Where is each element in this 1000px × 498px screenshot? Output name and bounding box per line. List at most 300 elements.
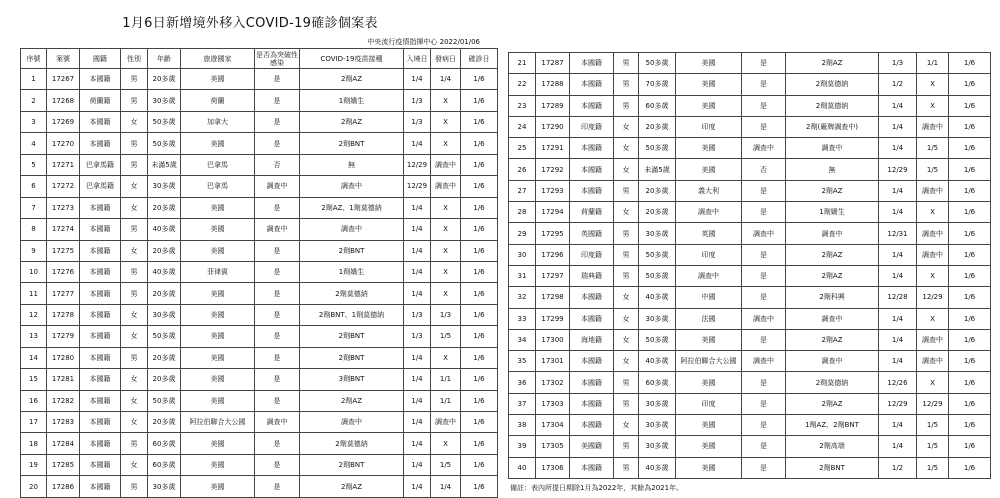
cell-onset-date: 1/5 (917, 415, 949, 436)
table-row (21, 454, 498, 475)
cell-breakthrough: 是 (255, 133, 300, 154)
cell-breakthrough: 是 (742, 95, 786, 116)
cell-entry-date: 1/4 (879, 351, 917, 372)
table-row (21, 197, 498, 218)
cell-seq: 21 (509, 53, 536, 74)
cell-nationality: 本國籍 (80, 240, 121, 261)
cell-age: 20多歲 (148, 347, 181, 368)
cell-travel-country: 美國 (181, 283, 255, 304)
cell-nationality: 本國籍 (80, 261, 121, 282)
cell-nationality: 本國籍 (570, 95, 614, 116)
cell-case-no: 17290 (536, 116, 570, 137)
cell-entry-date: 1/4 (879, 244, 917, 265)
cell-age: 30多歲 (148, 176, 181, 197)
cell-seq: 23 (509, 95, 536, 116)
cell-case-no: 17298 (536, 287, 570, 308)
cell-case-no: 17270 (47, 133, 80, 154)
cell-entry-date: 1/2 (879, 74, 917, 95)
cell-onset-date: 1/4 (431, 476, 461, 497)
cell-seq: 30 (509, 244, 536, 265)
cell-entry-date: 1/4 (404, 369, 431, 390)
cell-entry-date: 1/3 (404, 326, 431, 347)
cell-travel-country: 美國 (181, 326, 255, 347)
cell-age: 20多歲 (148, 412, 181, 433)
header-age: 年齡 (148, 49, 181, 69)
cell-gender: 女 (121, 412, 148, 433)
table-row (21, 283, 498, 304)
cell-gender: 女 (614, 138, 639, 159)
cell-breakthrough: 是 (255, 69, 300, 90)
cell-entry-date: 1/3 (404, 90, 431, 111)
table-row (509, 351, 991, 372)
cell-entry-date: 12/29 (879, 393, 917, 414)
cell-confirm-date: 1/6 (949, 372, 991, 393)
cell-entry-date: 1/4 (879, 415, 917, 436)
cell-vaccination: 2劑AZ (786, 53, 879, 74)
cell-seq: 26 (509, 159, 536, 180)
table-row (509, 372, 991, 393)
cell-onset-date: X (431, 261, 461, 282)
cell-nationality: 本國籍 (80, 133, 121, 154)
cell-confirm-date: 1/6 (949, 351, 991, 372)
cell-seq: 27 (509, 180, 536, 201)
cell-case-no: 17301 (536, 351, 570, 372)
cell-gender: 男 (614, 265, 639, 286)
cell-breakthrough: 是 (742, 265, 786, 286)
cell-case-no: 17274 (47, 219, 80, 240)
cell-breakthrough: 調查中 (255, 219, 300, 240)
cell-case-no: 17296 (536, 244, 570, 265)
header-case-no: 案號 (47, 49, 80, 69)
cell-seq: 25 (509, 138, 536, 159)
cell-confirm-date: 1/6 (461, 326, 498, 347)
cell-entry-date: 12/29 (879, 159, 917, 180)
cell-gender: 女 (121, 111, 148, 132)
cell-case-no: 17283 (47, 412, 80, 433)
cell-entry-date: 1/4 (404, 476, 431, 497)
cell-onset-date: X (917, 265, 949, 286)
cell-entry-date: 1/4 (404, 390, 431, 411)
cell-gender: 女 (614, 202, 639, 223)
cell-travel-country: 巴拿馬 (181, 154, 255, 175)
cell-breakthrough: 是 (255, 197, 300, 218)
cell-vaccination: 2劑BNT (300, 240, 404, 261)
cell-nationality: 荷蘭籍 (570, 202, 614, 223)
cell-vaccination: 2劑BNT (300, 347, 404, 368)
cell-breakthrough: 是 (742, 74, 786, 95)
cell-age: 60多歲 (639, 372, 676, 393)
case-table-left (20, 48, 498, 498)
cell-case-no: 17295 (536, 223, 570, 244)
cell-entry-date: 1/4 (879, 202, 917, 223)
cell-seq: 17 (21, 412, 47, 433)
cell-confirm-date: 1/6 (949, 265, 991, 286)
cell-vaccination: 調查中 (300, 219, 404, 240)
cell-gender: 男 (121, 433, 148, 454)
cell-case-no: 17267 (47, 69, 80, 90)
cell-entry-date: 12/31 (879, 223, 917, 244)
cell-gender: 男 (614, 372, 639, 393)
cell-travel-country: 加拿大 (181, 111, 255, 132)
footnote: 備註：表內所提日期除1月為2022年，其餘為2021年。 (510, 484, 684, 492)
cell-vaccination: 調查中 (300, 412, 404, 433)
cell-case-no: 17291 (536, 138, 570, 159)
cell-travel-country: 荷蘭 (181, 90, 255, 111)
cell-gender: 男 (121, 261, 148, 282)
cell-entry-date: 1/4 (404, 69, 431, 90)
cell-seq: 10 (21, 261, 47, 282)
cell-age: 30多歲 (639, 308, 676, 329)
cell-confirm-date: 1/6 (461, 240, 498, 261)
cell-nationality: 本國籍 (570, 138, 614, 159)
cell-age: 30多歲 (639, 223, 676, 244)
cell-case-no: 17305 (536, 436, 570, 457)
cell-case-no: 17268 (47, 90, 80, 111)
cell-onset-date: X (431, 219, 461, 240)
cell-seq: 8 (21, 219, 47, 240)
cell-gender: 女 (614, 351, 639, 372)
cell-entry-date: 12/28 (879, 287, 917, 308)
cell-vaccination: 1劑嬌生 (786, 202, 879, 223)
cell-entry-date: 1/4 (879, 138, 917, 159)
cell-case-no: 17280 (47, 347, 80, 368)
cell-breakthrough: 否 (255, 154, 300, 175)
cell-nationality: 本國籍 (570, 159, 614, 180)
cell-travel-country: 美國 (676, 74, 742, 95)
cell-breakthrough: 是 (742, 202, 786, 223)
cell-confirm-date: 1/6 (461, 261, 498, 282)
cell-breakthrough: 是 (742, 53, 786, 74)
cell-case-no: 17292 (536, 159, 570, 180)
cell-confirm-date: 1/6 (949, 393, 991, 414)
cell-breakthrough: 是 (742, 436, 786, 457)
cell-case-no: 17273 (47, 197, 80, 218)
cell-case-no: 17272 (47, 176, 80, 197)
table-row (509, 287, 991, 308)
cell-case-no: 17286 (47, 476, 80, 497)
cell-vaccination: 調查中 (786, 308, 879, 329)
cell-gender: 女 (121, 240, 148, 261)
cell-entry-date: 1/4 (404, 240, 431, 261)
cell-gender: 男 (121, 69, 148, 90)
cell-seq: 28 (509, 202, 536, 223)
cell-seq: 39 (509, 436, 536, 457)
table-row (509, 53, 991, 74)
cell-seq: 1 (21, 69, 47, 90)
cell-entry-date: 1/4 (404, 347, 431, 368)
table-row (21, 476, 498, 497)
cell-case-no: 17288 (536, 74, 570, 95)
cell-breakthrough: 是 (742, 457, 786, 478)
cell-entry-date: 1/4 (404, 433, 431, 454)
cell-nationality: 本國籍 (80, 347, 121, 368)
cell-seq: 3 (21, 111, 47, 132)
cell-breakthrough: 是 (255, 261, 300, 282)
cell-gender: 男 (614, 244, 639, 265)
cell-age: 40多歲 (148, 261, 181, 282)
cell-travel-country: 美國 (181, 197, 255, 218)
cell-vaccination: 2劑莫德納 (300, 283, 404, 304)
cell-entry-date: 12/26 (879, 372, 917, 393)
cell-breakthrough: 是 (255, 369, 300, 390)
cell-seq: 36 (509, 372, 536, 393)
cell-onset-date: X (917, 74, 949, 95)
cell-vaccination: 2劑AZ (300, 111, 404, 132)
cell-age: 60多歲 (639, 95, 676, 116)
cell-seq: 20 (21, 476, 47, 497)
cell-onset-date: 1/1 (431, 390, 461, 411)
cell-travel-country: 義大利 (676, 180, 742, 201)
cell-vaccination: 3劑BNT (300, 369, 404, 390)
cell-nationality: 本國籍 (80, 219, 121, 240)
cell-nationality: 本國籍 (80, 111, 121, 132)
cell-travel-country: 美國 (181, 390, 255, 411)
cell-travel-country: 印度 (676, 393, 742, 414)
cell-gender: 女 (614, 329, 639, 350)
cell-breakthrough: 是 (255, 347, 300, 368)
cell-nationality: 荷蘭籍 (80, 90, 121, 111)
table-row (21, 240, 498, 261)
cell-breakthrough: 是 (742, 393, 786, 414)
cell-vaccination: 1劑嬌生 (300, 90, 404, 111)
cell-breakthrough: 是 (742, 372, 786, 393)
cell-onset-date: 調查中 (917, 351, 949, 372)
cell-vaccination: 無 (300, 154, 404, 175)
cell-breakthrough: 調查中 (255, 412, 300, 433)
cell-age: 50多歲 (639, 329, 676, 350)
cell-confirm-date: 1/6 (461, 390, 498, 411)
cell-vaccination: 2劑莫德納 (786, 95, 879, 116)
cell-travel-country: 美國 (181, 240, 255, 261)
cell-onset-date: 調查中 (431, 176, 461, 197)
cell-travel-country: 美國 (181, 219, 255, 240)
cell-onset-date: X (431, 197, 461, 218)
cell-vaccination: 1劑AZ、2劑BNT (786, 415, 879, 436)
cell-entry-date: 12/29 (404, 154, 431, 175)
cell-confirm-date: 1/6 (461, 197, 498, 218)
cell-travel-country: 美國 (181, 347, 255, 368)
cell-nationality: 本國籍 (570, 393, 614, 414)
cell-age: 20多歲 (148, 369, 181, 390)
header-entry-date: 入境日 (404, 49, 431, 69)
table-row (21, 69, 498, 90)
cell-seq: 6 (21, 176, 47, 197)
cell-onset-date: 調查中 (917, 116, 949, 137)
table-row (509, 223, 991, 244)
cell-vaccination: 2劑AZ (786, 180, 879, 201)
cell-age: 50多歲 (639, 138, 676, 159)
cell-case-no: 17275 (47, 240, 80, 261)
cell-entry-date: 1/4 (404, 197, 431, 218)
cell-nationality: 本國籍 (80, 433, 121, 454)
cell-seq: 18 (21, 433, 47, 454)
table-row (21, 176, 498, 197)
cell-age: 30多歲 (148, 90, 181, 111)
cell-case-no: 17269 (47, 111, 80, 132)
cell-vaccination: 調查中 (786, 351, 879, 372)
cell-travel-country: 美國 (676, 95, 742, 116)
cell-case-no: 17287 (536, 53, 570, 74)
cell-seq: 14 (21, 347, 47, 368)
cell-onset-date: 1/1 (917, 53, 949, 74)
cell-confirm-date: 1/6 (949, 159, 991, 180)
cell-confirm-date: 1/6 (461, 111, 498, 132)
cell-entry-date: 1/3 (404, 304, 431, 325)
table-row (21, 154, 498, 175)
cell-seq: 40 (509, 457, 536, 478)
cell-vaccination: 無 (786, 159, 879, 180)
case-rows-left (21, 69, 498, 498)
cell-confirm-date: 1/6 (461, 219, 498, 240)
cell-travel-country: 美國 (676, 415, 742, 436)
cell-seq: 29 (509, 223, 536, 244)
cell-gender: 男 (121, 133, 148, 154)
cell-breakthrough: 否 (742, 159, 786, 180)
header-gender: 性別 (121, 49, 148, 69)
cell-nationality: 本國籍 (80, 454, 121, 475)
table-row (509, 457, 991, 478)
cell-breakthrough: 是 (255, 390, 300, 411)
cell-nationality: 英國籍 (570, 223, 614, 244)
cell-vaccination: 2劑AZ (786, 244, 879, 265)
cell-breakthrough: 調查中 (742, 351, 786, 372)
cell-vaccination: 2劑莫德納 (786, 74, 879, 95)
cell-case-no: 17293 (536, 180, 570, 201)
cell-onset-date: 1/3 (431, 304, 461, 325)
cell-vaccination: 2劑AZ、1劑莫德納 (300, 197, 404, 218)
cell-entry-date: 1/4 (879, 180, 917, 201)
cell-case-no: 17302 (536, 372, 570, 393)
cell-nationality: 本國籍 (80, 369, 121, 390)
cell-onset-date: 1/5 (917, 436, 949, 457)
table-row (509, 436, 991, 457)
cell-confirm-date: 1/6 (949, 202, 991, 223)
cell-onset-date: X (917, 95, 949, 116)
cell-confirm-date: 1/6 (461, 69, 498, 90)
cell-confirm-date: 1/6 (949, 74, 991, 95)
cell-nationality: 海地籍 (570, 329, 614, 350)
table-row (21, 304, 498, 325)
table-row (509, 393, 991, 414)
cell-entry-date: 1/4 (404, 454, 431, 475)
cell-onset-date: 1/1 (431, 369, 461, 390)
cell-age: 30多歲 (148, 476, 181, 497)
table-row (21, 111, 498, 132)
cell-confirm-date: 1/6 (949, 223, 991, 244)
cell-breakthrough: 調查中 (255, 176, 300, 197)
cell-seq: 33 (509, 308, 536, 329)
cell-vaccination: 2劑AZ (300, 390, 404, 411)
cell-travel-country: 阿拉伯聯合大公國 (676, 351, 742, 372)
cell-travel-country: 美國 (676, 372, 742, 393)
cell-nationality: 本國籍 (80, 283, 121, 304)
cell-case-no: 17304 (536, 415, 570, 436)
cell-age: 30多歲 (639, 393, 676, 414)
cell-travel-country: 中國 (676, 287, 742, 308)
case-table-right (508, 52, 991, 479)
cell-case-no: 17278 (47, 304, 80, 325)
cell-seq: 35 (509, 351, 536, 372)
cell-travel-country: 調查中 (676, 265, 742, 286)
cell-nationality: 本國籍 (570, 351, 614, 372)
table-row (21, 261, 498, 282)
cell-age: 60多歲 (148, 433, 181, 454)
cell-onset-date: 1/5 (917, 159, 949, 180)
cell-gender: 女 (614, 116, 639, 137)
cell-confirm-date: 1/6 (461, 476, 498, 497)
cell-case-no: 17299 (536, 308, 570, 329)
cell-gender: 女 (121, 176, 148, 197)
cell-gender: 女 (121, 326, 148, 347)
cell-breakthrough: 是 (742, 415, 786, 436)
cell-breakthrough: 是 (742, 287, 786, 308)
cell-breakthrough: 是 (742, 180, 786, 201)
cell-travel-country: 美國 (676, 436, 742, 457)
cell-seq: 16 (21, 390, 47, 411)
header-breakthrough: 是否為突破性感染 (256, 50, 298, 67)
cell-age: 20多歲 (148, 240, 181, 261)
cell-confirm-date: 1/6 (949, 457, 991, 478)
cell-breakthrough: 是 (255, 111, 300, 132)
cell-nationality: 本國籍 (80, 390, 121, 411)
cell-onset-date: 調查中 (917, 244, 949, 265)
cell-nationality: 本國籍 (570, 287, 614, 308)
table-row (21, 326, 498, 347)
cell-age: 60多歲 (148, 454, 181, 475)
cell-entry-date: 1/4 (879, 95, 917, 116)
cell-travel-country: 美國 (676, 138, 742, 159)
cell-onset-date: X (917, 308, 949, 329)
cell-onset-date: 12/29 (917, 287, 949, 308)
cell-seq: 13 (21, 326, 47, 347)
cell-nationality: 美國籍 (570, 436, 614, 457)
cell-case-no: 17277 (47, 283, 80, 304)
cell-nationality: 本國籍 (570, 415, 614, 436)
cell-vaccination: 2劑BNT (786, 457, 879, 478)
cell-entry-date: 1/4 (879, 436, 917, 457)
cell-vaccination: 2劑AZ (786, 393, 879, 414)
cell-breakthrough: 是 (255, 476, 300, 497)
cell-confirm-date: 1/6 (949, 116, 991, 137)
cell-age: 50多歲 (639, 53, 676, 74)
cell-breakthrough: 是 (255, 283, 300, 304)
cell-travel-country: 法國 (676, 308, 742, 329)
cell-onset-date: 1/4 (431, 69, 461, 90)
cell-seq: 38 (509, 415, 536, 436)
cell-case-no: 17279 (47, 326, 80, 347)
cell-nationality: 印度籍 (570, 116, 614, 137)
cell-seq: 9 (21, 240, 47, 261)
cell-onset-date: 1/5 (431, 454, 461, 475)
cell-travel-country: 美國 (676, 457, 742, 478)
cell-entry-date: 1/4 (404, 283, 431, 304)
table-row (509, 138, 991, 159)
cell-entry-date: 1/4 (879, 329, 917, 350)
table-row (21, 412, 498, 433)
cell-nationality: 巴拿馬籍 (80, 176, 121, 197)
cell-gender: 男 (614, 393, 639, 414)
cell-age: 20多歲 (148, 197, 181, 218)
cell-breakthrough: 調查中 (742, 223, 786, 244)
cell-travel-country: 阿拉伯聯合大公國 (181, 412, 255, 433)
table-row (509, 116, 991, 137)
cell-onset-date: X (431, 240, 461, 261)
cell-gender: 女 (121, 369, 148, 390)
cell-case-no: 17300 (536, 329, 570, 350)
cell-travel-country: 印度 (676, 244, 742, 265)
cell-case-no: 17276 (47, 261, 80, 282)
cell-seq: 4 (21, 133, 47, 154)
